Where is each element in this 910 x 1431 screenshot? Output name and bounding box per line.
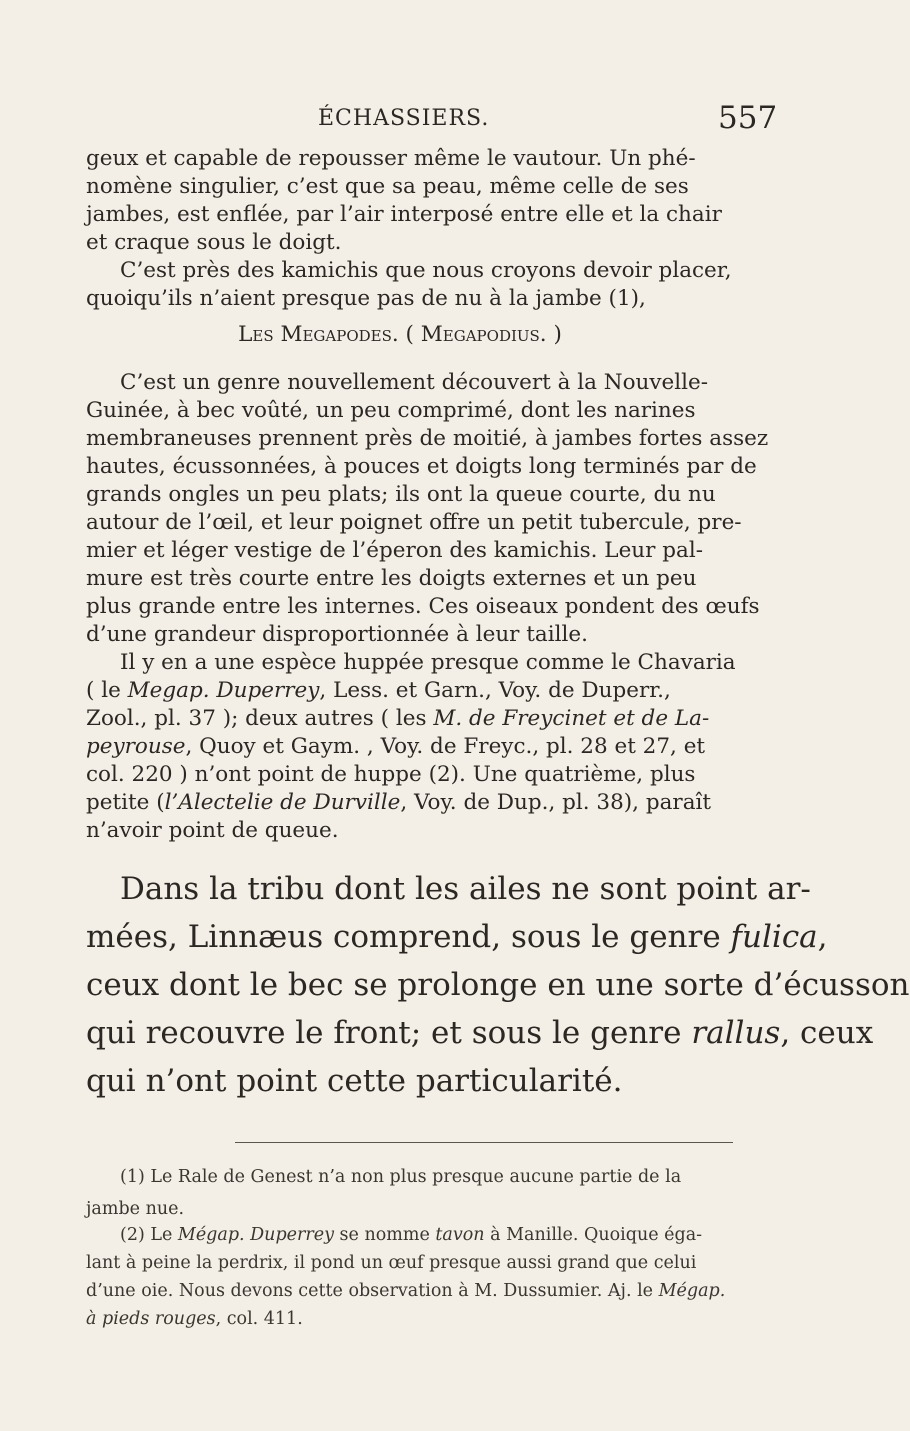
text-line: n’avoir point de queue. [86, 818, 339, 843]
section-heading: Les Megapodes. ( Megapodius. ) [238, 322, 562, 347]
text-line: geux et capable de repousser même le vautour. Un phé- [86, 146, 696, 171]
text-line: petite (l’Alectelie de Durville, Voy. de Dup., pl. 38), paraît [86, 790, 712, 815]
text-line: quoiqu’ils n’aient presque pas de nu à la jambe (1), [86, 286, 646, 311]
text-line: d’une grandeur disproportionnée à leur taille. [86, 622, 588, 647]
text-line: nomène singulier, c’est que sa peau, même celle de ses [86, 174, 689, 199]
text-line: et craque sous le doigt. [86, 230, 342, 255]
species-name: Megap. Duperrey [127, 678, 320, 703]
text-line: C’est un genre nouvellement découvert à la Nouvelle- [120, 370, 708, 395]
species-name: M. de Freycinet et de La- [433, 706, 710, 731]
text-line: hautes, écussonnées, à pouces et doigts long terminés par de [86, 454, 757, 479]
running-head-title: ÉCHASSIERS. [318, 106, 490, 131]
genus-name: rallus [691, 1015, 781, 1051]
footnote-line: jambe nue. [86, 1199, 185, 1219]
large-text-line: Dans la tribu dont les ailes ne sont point ar- [120, 871, 811, 907]
text-line: Il y en a une espèce huppée presque comme le Chavaria [120, 650, 736, 675]
text-line: peyrouse, Quoy et Gaym. , Voy. de Freyc., pl. 28 et 27, et [86, 734, 706, 759]
footnote-line: (2) Le Mégap. Duperrey se nomme tavon à Manille. Quoique éga- [120, 1225, 703, 1245]
text-line: Guinée, à bec voûté, un peu comprimé, dont les narines [86, 398, 696, 423]
text-line: autour de l’œil, et leur poignet offre un petit tubercule, pre- [86, 510, 742, 535]
species-name: l’Alectelie de Durville [164, 790, 401, 815]
footnote-line: à pieds rouges, col. 411. [86, 1309, 303, 1329]
species-name: peyrouse [86, 734, 186, 759]
text-line: mier et léger vestige de l’éperon des kamichis. Leur pal- [86, 538, 703, 563]
large-text-line: qui recouvre le front; et sous le genre rallus, ceux [86, 1015, 874, 1051]
text-line: membraneuses prennent près de moitié, à jambes fortes assez [86, 426, 769, 451]
large-text-line: qui n’ont point cette particularité. [86, 1063, 623, 1099]
text-line: ( le Megap. Duperrey, Less. et Garn., Voy. de Duperr., [86, 678, 671, 703]
text-line: C’est près des kamichis que nous croyons devoir placer, [120, 258, 732, 283]
footnote-line: (1) Le Rale de Genest n’a non plus presque aucune partie de la [120, 1167, 682, 1187]
text-line: plus grande entre les internes. Ces oiseaux pondent des œufs [86, 594, 760, 619]
large-text-line: ceux dont le bec se prolonge en une sorte d’écusson [86, 967, 910, 1003]
text-line: mure est très courte entre les doigts externes et un peu [86, 566, 697, 591]
footnote-line: lant à peine la perdrix, il pond un œuf presque aussi grand que celui [86, 1253, 697, 1273]
genus-name: fulica [730, 919, 818, 955]
footnote-line: d’une oie. Nous devons cette observation à M. Dussumier. Aj. le Mégap. [86, 1281, 726, 1301]
large-text-line: mées, Linnæus comprend, sous le genre fulica, [86, 919, 828, 955]
text-line: jambes, est enflée, par l’air interposé entre elle et la chair [86, 202, 722, 227]
text-line: grands ongles un peu plats; ils ont la queue courte, du nu [86, 482, 716, 507]
page-number: 557 [718, 100, 778, 136]
text-line: Zool., pl. 37 ); deux autres ( les M. de Freycinet et de La- [86, 706, 710, 731]
footnote-separator [235, 1142, 733, 1143]
text-line: col. 220 ) n’ont point de huppe (2). Une quatrième, plus [86, 762, 696, 787]
running-head [0, 100, 800, 140]
